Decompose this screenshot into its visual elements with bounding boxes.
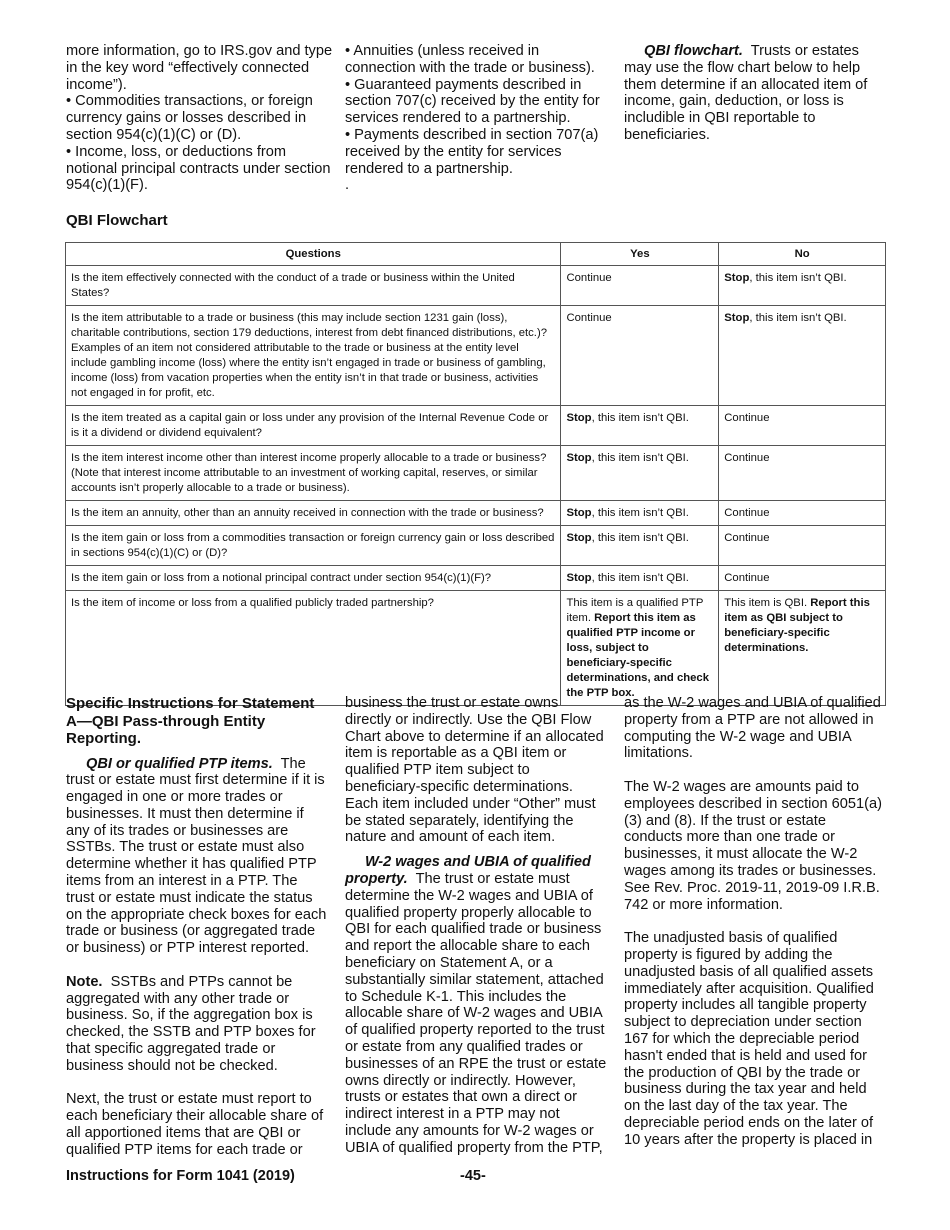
table-row [66,501,886,526]
footer-form-title: Instructions for Form 1041 (2019) [66,1168,295,1184]
table-row [66,306,886,406]
question-cell: Is the item attributable to a trade or business (this may include section 1231 gain (loss), charitable contributions, section 179 deductions, interest from debt financed distributions, etc.)? Examples of an item not considered attributable to the trade or business at the entity level include gambling income (loss) where the entity isn’t engaged in trade or business of gambling, income (loss) from vacation properties when the entity isn’t in that trade or business, activities not engaged in for profit, etc. [66,306,561,406]
run-in-heading: QBI or qualified PTP items. [86,755,273,772]
column-header-questions: Questions [66,243,561,266]
yes-bold-text: Stop [566,532,592,544]
no-plain-text: Continue [724,412,770,424]
paragraph: business the trust or estate owns directly or indirectly. Use the QBI Flow Chart above to determine if an allocated item is reportable as a QBI item or qualified PTP item subject to beneficiary-specific determinations. Each item included under “Other” must be stated separately, identifying the nature and amount of each item. [345,695,604,846]
yes-plain-text: Continue [566,272,612,284]
yes-bold-text: Stop [566,572,592,584]
table-header-row [66,243,886,266]
bottom-column-2 [345,695,607,1157]
stray-period: . [345,177,350,194]
yes-plain-text: , this item isn’t QBI. [591,452,689,464]
paragraph-text: SSTBs and PTPs cannot be aggregated with any other trade or business. So, if the aggregation box is checked, the SSTB and PTP boxes for that specific aggregated trade or business should not be checked. [66,973,316,1074]
yes-plain-text: , this item isn’t QBI. [591,532,689,544]
top-column-3 [624,43,886,144]
top-column-1 [66,43,334,194]
table-body [66,266,886,706]
no-bold-text: Report this item as QBI subject to beneficiary-specific determinations. [724,597,870,654]
question-cell: Is the item of income or loss from a qualified publicly traded partnership? [66,591,561,706]
no-cell [719,446,886,501]
no-cell [719,501,886,526]
bullet-item: • Payments described in section 707(a) received by the entity for services rendered to a partnership. [345,126,599,177]
bullet-item: • Annuities (unless received in connection with the trade or business). [345,43,595,76]
yes-cell [561,446,719,501]
paragraph: as the W-2 wages and UBIA of qualified property from a PTP are not allowed in computing the W-2 wage and UBIA limitations. [624,695,881,762]
paragraph-text: The trust or estate must determine the W-2 wages and UBIA of qualified property properly allocable to QBI for each qualified trade or business and report the allocable share to each beneficiary on Statement A, or a substantially similar statement, attached to Schedule K-1. This includes the allocable share of W-2 wages and UBIA of qualified property reported to the trust or estate from any qualified trades or businesses of an RPE the trust or estate owns directly or indirectly. However, trusts or estates that own a direct or indirect interest in a PTP may not include any amounts for W-2 wages or UBIA of qualified property from the PTP, [345,870,607,1156]
no-plain-text: , this item isn’t QBI. [749,312,847,324]
paragraph: more information, go to IRS.gov and type in the key word “effectively connected income”). [66,43,333,93]
yes-cell [561,306,719,406]
yes-plain-text: , this item isn’t QBI. [591,507,689,519]
column-header-no: No [719,243,886,266]
question-cell: Is the item effectively connected with the conduct of a trade or business within the United States? [66,266,561,306]
yes-bold-text: Stop [566,452,592,464]
question-cell: Is the item an annuity, other than an annuity received in connection with the trade or business? [66,501,561,526]
top-column-2 [345,43,607,194]
table-row [66,526,886,566]
question-cell: Is the item interest income other than interest income properly allocable to a trade or business? (Note that interest income attributable to an investment of working capital, reserves, or similar accounts isn’t properly allocable to a trade or business). [66,446,561,501]
page-number: -45- [460,1168,486,1184]
no-plain-text: Continue [724,532,770,544]
paragraph [66,756,328,958]
note-label: Note. [66,973,103,990]
yes-bold-text: Stop [566,412,592,424]
bottom-column-1 [66,695,328,1159]
no-cell [719,306,886,406]
table-row [66,266,886,306]
table-row-pt [66,591,886,706]
section-heading: Specific Instructions for Statement A—QBI Pass-through Entity Reporting. [66,695,315,747]
question-cell: Is the item gain or loss from a commodities transaction or foreign currency gain or loss described in sections 954(c)(1)(C) or (D)? [66,526,561,566]
flowchart-heading: QBI Flowchart [66,212,168,229]
qbi-flowchart-table [65,242,886,706]
bullet-item: • Income, loss, or deductions from notional principal contracts under section 954(c)(1)(F). [66,143,331,194]
no-cell [719,566,886,591]
yes-plain-text: Continue [566,312,612,324]
yes-cell [561,566,719,591]
bullet-item: • Commodities transactions, or foreign currency gains or losses described in section 954(c)(1)(C) or (D). [66,93,313,143]
no-cell [719,266,886,306]
yes-cell [561,266,719,306]
table-row [66,446,886,501]
paragraph: Next, the trust or estate must report to each beneficiary their allocable share of all apportioned items that are QBI or qualified PTP items for each trade or [66,1091,324,1158]
table-row [66,566,886,591]
paragraph-text: The trust or estate must first determine if it is engaged in one or more trades or businesses. It must then determine if any of its trades or businesses are SSTBs. The trust or estate must also determine whether it has qualified PTP items from an interest in a PTP. The trust or estate must indicate the status on the appropriate check boxes for each trade or business (or aggregated trade or business) or PTP interest reported. [66,755,327,957]
question-cell: Is the item treated as a capital gain or loss under any provision of the Internal Revenue Code or is it a dividend or dividend equivalent? [66,406,561,446]
yes-plain-text: , this item isn’t QBI. [591,412,689,424]
yes-cell [561,406,719,446]
no-plain-text: Continue [724,572,770,584]
qbi-flowchart-intro [624,43,886,144]
paragraph-text: Trusts or estates may use the flow chart below to help them determine if an allocated item of income, gain, deduction, or loss is includible in QBI reportable to beneficiaries. [624,43,868,143]
no-bold-text: Stop [724,312,750,324]
yes-plain-text: , this item isn’t QBI. [591,572,689,584]
no-bold-text: Stop [724,272,750,284]
bullet-item: • Guaranteed payments described in section 707(c) received by the entity for services rendered to a partnership. [345,76,600,127]
no-cell [719,406,886,446]
column-header-yes: Yes [561,243,719,266]
note-paragraph [66,974,328,1075]
yes-cell [561,501,719,526]
table-row [66,406,886,446]
run-in-heading: W-2 wages and UBIA of qualified property. [345,854,591,887]
no-plain-text: , this item isn’t QBI. [749,272,847,284]
no-cell [719,591,886,706]
no-cell [719,526,886,566]
no-plain-text: Continue [724,452,770,464]
paragraph: The unadjusted basis of qualified property is figured by adding the unadjusted basis of all qualified assets immediately after acquisition. Qualified property includes all tangible property subject to depreciation under section 167 for which the depreciable period hasn't ended that is held and used for the production of QBI by the trade or business during the tax year and held on the last day of the tax year. The depreciable period ends on the later of 10 years after the property is placed in [624,930,874,1148]
yes-cell [561,591,719,706]
yes-bold-text: Report this item as qualified PTP income or loss, subject to beneficiary-specific determinations, and check the PTP box. [566,612,709,699]
paragraph [345,854,607,1156]
question-cell: Is the item gain or loss from a notional principal contract under section 954(c)(1)(F)? [66,566,561,591]
bottom-column-3 [624,695,886,1149]
yes-bold-text: Stop [566,507,592,519]
no-plain-text: Continue [724,507,770,519]
yes-cell [561,526,719,566]
no-plain-text: This item is QBI. [724,597,811,609]
paragraph: The W-2 wages are amounts paid to employees described in section 6051(a)(3) and (8). If the trust or estate conducts more than one trade or businesses, it must allocate the W-2 wages among its trades or businesses. See Rev. Proc. 2019-11, 2019-09 I.R.B. 742 or more information. [624,778,882,913]
run-in-heading: QBI flowchart. [644,43,743,59]
yes-plain-text: This item is a qualified PTP item. [566,597,704,624]
